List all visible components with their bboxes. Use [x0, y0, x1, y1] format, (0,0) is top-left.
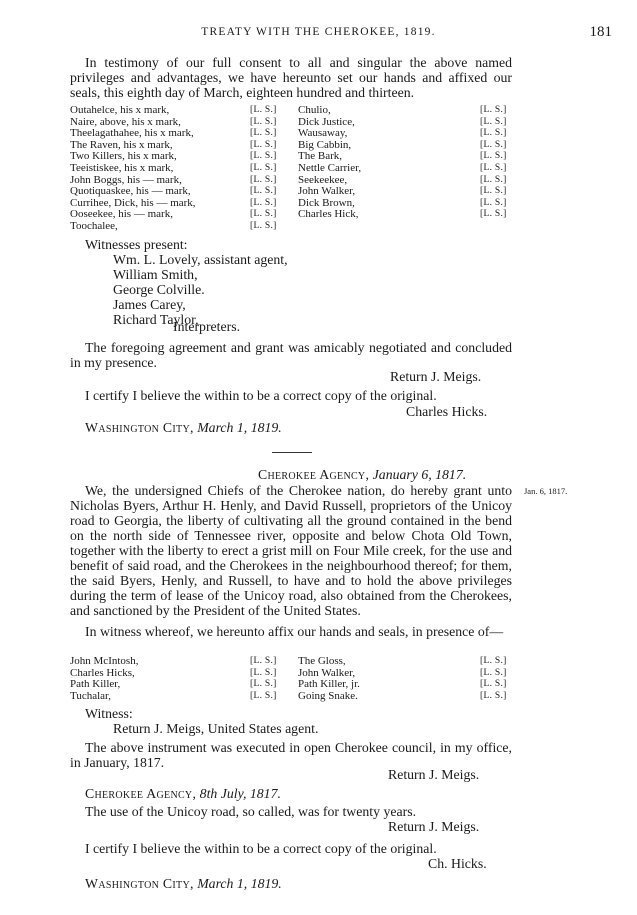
seal-mark: [L. S.] [250, 679, 277, 690]
agency-date: 8th July, 1817. [199, 786, 281, 801]
dateline-date: March 1, 1819. [197, 876, 282, 891]
seals-left-column [250, 656, 277, 702]
signatory-name: Path Killer, jr. [298, 678, 360, 691]
page-header [0, 26, 637, 42]
seals-right-column [480, 656, 507, 702]
witness-name: James Carey, [113, 297, 186, 312]
signatories-left-column [70, 656, 138, 702]
signatory-name: Going Snake. [298, 689, 358, 702]
witness-heading: Witness: [85, 706, 133, 721]
seals-right-column [480, 105, 507, 221]
certify-statement-2: I certify I believe the within to be a correct copy of the original. [85, 841, 437, 856]
seal-mark: [L. S.] [480, 139, 507, 150]
signatory-name: Quotiquaskee, his — mark, [70, 185, 191, 198]
seal-mark: [L. S.] [250, 162, 277, 173]
seal-mark: [L. S.] [250, 656, 277, 666]
signatory-name: Naire, above, his x mark, [70, 115, 181, 128]
interpreters-label: Interpreters. [173, 319, 241, 334]
signatory-name: John Walker, [298, 666, 356, 679]
seals-left-column [250, 105, 277, 233]
seal-mark: [L. S.] [250, 186, 277, 197]
witness-name: William Smith, [113, 267, 198, 282]
seal-mark: [L. S.] [250, 197, 277, 208]
signatories-left-column [70, 105, 196, 233]
signatory-name: John Walker, [298, 185, 356, 198]
testimony-paragraph: In testimony of our full consent to all and singular the above named privileges and advantages, we have hereunto set our hands and affixed our seals, this eighth day of March, eighteen hundred and thirteen. [70, 55, 512, 100]
in-witness-paragraph: In witness whereof, we hereunto affix our hands and seals, in presence of— [85, 624, 504, 639]
signatories-right-column [298, 656, 360, 702]
foregoing-paragraph: The foregoing agreement and grant was amicably negotiated and concluded in my presence. [70, 340, 512, 370]
signatories-block-1 [70, 105, 512, 235]
witness-name: George Colville. [113, 282, 205, 297]
signature-hicks-2: Ch. Hicks. [428, 856, 487, 871]
dateline-place: Washington City, [85, 420, 194, 435]
signatory-name: John McIntosh, [70, 655, 139, 667]
signatory-name: Dick Justice, [298, 115, 355, 128]
signatory-name: Teeistiskee, his x mark, [70, 161, 174, 174]
seal-mark: [L. S.] [250, 220, 277, 231]
executed-paragraph: The above instrument was executed in open Cherokee council, in my office, in January, 1817. [70, 740, 512, 770]
seal-mark: [L. S.] [250, 128, 277, 139]
witnesses-list [113, 252, 288, 327]
seal-mark: [L. S.] [480, 151, 507, 162]
signatory-name: Charles Hicks, [70, 666, 135, 679]
seal-mark: [L. S.] [480, 656, 507, 666]
witness-name: Richard Taylor, [113, 312, 199, 327]
seal-mark: [L. S.] [250, 105, 277, 115]
page-number: 181 [589, 24, 612, 40]
seal-mark: [L. S.] [250, 690, 277, 701]
signatory-name: Ooseekee, his — mark, [70, 208, 173, 221]
signatory-name: The Gloss, [298, 655, 346, 667]
signature-hicks-1: Charles Hicks. [406, 404, 488, 419]
seal-mark: [L. S.] [480, 209, 507, 220]
witnesses-heading: Witnesses present: [85, 237, 188, 252]
seal-mark: [L. S.] [480, 174, 507, 185]
seal-mark: [L. S.] [250, 151, 277, 162]
dateline-washington-1 [85, 420, 282, 435]
agency-place: Cherokee Agency, [258, 467, 370, 482]
seal-mark: [L. S.] [250, 174, 277, 185]
signatory-name: The Bark, [298, 150, 342, 163]
witness-name: Return J. Meigs, United States agent. [113, 721, 319, 736]
signature-meigs-3: Return J. Meigs. [388, 819, 480, 834]
signatory-name: Tuchalar, [70, 689, 112, 702]
seal-mark: [L. S.] [250, 116, 277, 127]
signature-meigs-2: Return J. Meigs. [388, 767, 480, 782]
certify-statement-1: I certify I believe the within to be a correct copy of the original. [85, 388, 437, 403]
signatory-name: Two Killers, his x mark, [70, 150, 177, 163]
signatory-name: Charles Hick, [298, 208, 359, 221]
seal-mark: [L. S.] [480, 197, 507, 208]
agency-dateline-1 [258, 467, 466, 482]
seal-mark: [L. S.] [250, 139, 277, 150]
seal-mark: [L. S.] [480, 105, 507, 115]
signatories-block-2 [70, 656, 512, 706]
agency-place: Cherokee Agency, [85, 786, 197, 801]
signatory-name: Chulio, [298, 104, 331, 116]
signatory-name: Toochalee, [70, 219, 118, 232]
dateline-date: March 1, 1819. [197, 420, 282, 435]
seal-mark: [L. S.] [480, 667, 507, 678]
dateline-place: Washington City, [85, 876, 194, 891]
signatory-name: Dick Brown, [298, 196, 355, 209]
margin-date-note: Jan. 6, 1817. [524, 486, 568, 496]
signatories-right-column [298, 105, 361, 221]
seal-mark: [L. S.] [480, 186, 507, 197]
seal-mark: [L. S.] [480, 116, 507, 127]
signatory-name: Outahelce, his x mark, [70, 104, 170, 116]
agency-date: January 6, 1817. [372, 467, 467, 482]
signatory-name: Path Killer, [70, 678, 121, 691]
signatory-name: Wausaway, [298, 127, 348, 140]
agency-dateline-2 [85, 786, 281, 801]
seal-mark: [L. S.] [250, 667, 277, 678]
signatory-name: Theelagathahee, his x mark, [70, 127, 194, 140]
signatory-name: Currihee, Dick, his — mark, [70, 196, 196, 209]
seal-mark: [L. S.] [480, 162, 507, 173]
signatory-name: Seekeekee, [298, 173, 348, 186]
signatory-name: The Raven, his x mark, [70, 138, 173, 151]
dateline-washington-2 [85, 876, 282, 891]
signatory-name: John Boggs, his — mark, [70, 173, 182, 186]
grant-paragraph: We, the undersigned Chiefs of the Cherokee nation, do hereby grant unto Nicholas Byers, Arthur H. Henly, and David Russell, proprietors of the Unicoy road to Georgia, the liberty of cultivating all the ground contained in the bend on the north side of Tennessee river, opposite and below Chota Old Town, together with the liberty to erect a grist mill on Four Mile creek, for the use and benefit of said road, and the Cherokees in the neighbourhood thereof; for them, the said Byers, Henly, and Russell, to have and to hold the above privileges during the term of lease of the Unicoy road, also obtained from the Cherokees, and sanctioned by the President of the United States. [70, 483, 512, 618]
seal-mark: [L. S.] [480, 128, 507, 139]
signatory-name: Nettle Carrier, [298, 161, 362, 174]
seal-mark: [L. S.] [480, 690, 507, 701]
seal-mark: [L. S.] [480, 679, 507, 690]
running-title: TREATY WITH THE CHEROKEE, 1819. [201, 26, 436, 38]
unicoy-use-statement: The use of the Unicoy road, so called, was for twenty years. [85, 804, 417, 819]
signatory-name: Big Cabbin, [298, 138, 352, 151]
signature-meigs-1: Return J. Meigs. [390, 369, 482, 384]
witness-name: Wm. L. Lovely, assistant agent, [113, 252, 288, 267]
section-divider [272, 452, 312, 453]
seal-mark: [L. S.] [250, 209, 277, 220]
